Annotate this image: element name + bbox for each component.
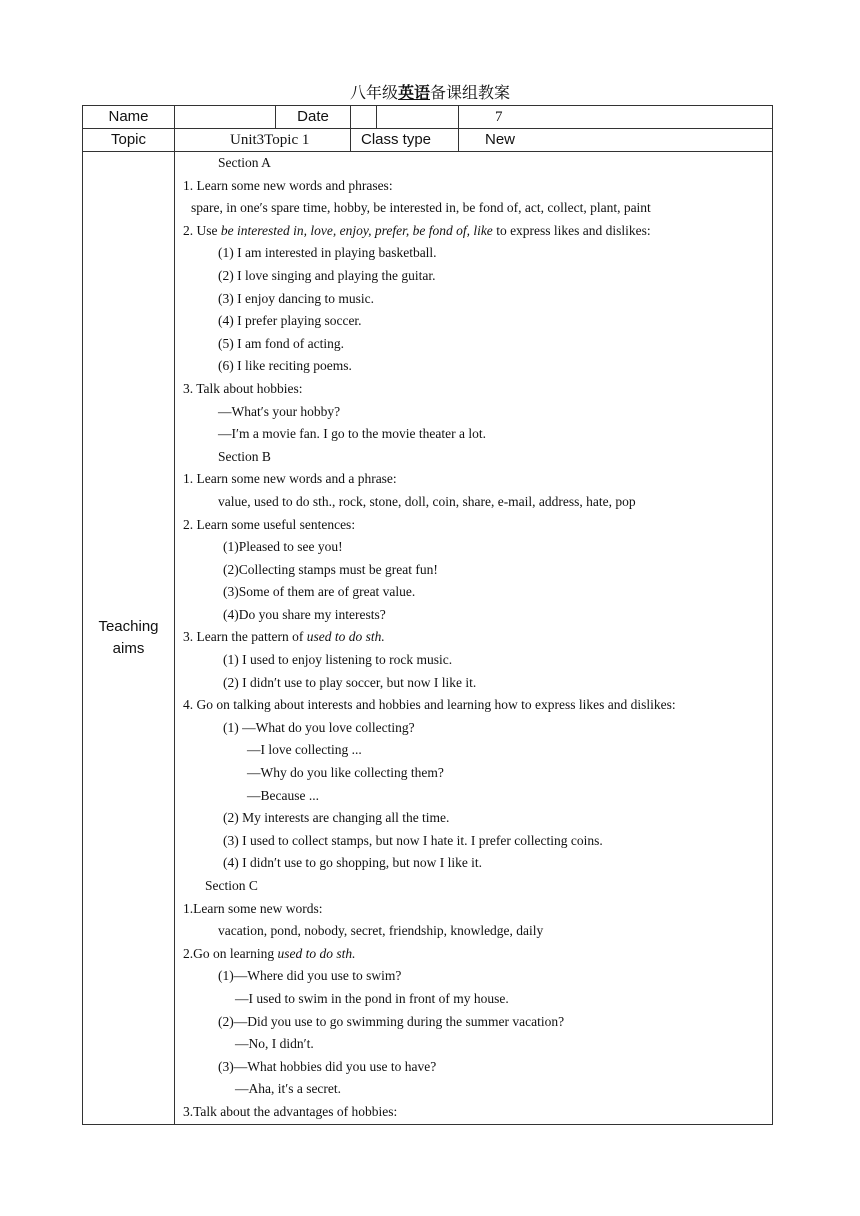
section-c-line: 3.Talk about the advantages of hobbies: (183, 1103, 398, 1119)
section-b-line: —I love collecting ... (247, 742, 362, 758)
section-a-line: (2) I love singing and playing the guitar. (218, 267, 436, 283)
section-b-line: (3)Some of them are of great value. (223, 584, 416, 600)
lesson-plan-table (82, 105, 773, 1125)
section-c-line: —No, I didn′t. (235, 1036, 314, 1052)
section-c-line: 1.Learn some new words: (183, 900, 323, 916)
section-b-line: (2)Collecting stamps must be great fun! (223, 561, 438, 577)
title-post: 备课组教案 (430, 85, 511, 102)
section-c-line (175, 943, 772, 966)
blank-cell (377, 106, 459, 129)
section-b-line: (1)Pleased to see you! (223, 539, 343, 555)
section-b-line: value, used to do sth., rock, stone, doll, coin, share, e-mail, address, hate, pop (218, 493, 636, 509)
title-pre: 八年级 (349, 85, 398, 102)
teaching-aims-content (175, 152, 773, 1125)
section-b-line: (2) I didn′t use to play soccer, but now I like it. (223, 674, 477, 690)
italic-text: used to do sth. (306, 629, 385, 645)
section-c-heading: Section C (205, 878, 258, 893)
section-a-line (175, 220, 772, 243)
section-a-line: (5) I am fond of acting. (218, 335, 344, 351)
page-title (0, 84, 860, 104)
section-a-line: (4) I prefer playing soccer. (218, 313, 362, 329)
section-c-line: —Aha, it′s a secret. (235, 1081, 342, 1097)
number-cell: 7 (459, 106, 773, 129)
section-c-line: vacation, pond, nobody, secret, friendship, knowledge, daily (218, 923, 544, 939)
section-b-line: 1. Learn some new words and a phrase: (183, 471, 397, 487)
text: 3. Learn the pattern of (183, 629, 307, 645)
section-b-line: (4)Do you share my interests? (223, 606, 386, 622)
text: 2.Go on learning (183, 945, 278, 961)
name-value (175, 106, 276, 129)
section-c-line: (2)—Did you use to go swimming during the summer vacation? (218, 1013, 565, 1029)
section-c-line: (1)—Where did you use to swim? (218, 968, 402, 984)
topic-value: Unit3Topic 1 (175, 129, 351, 152)
header-row-2 (83, 129, 773, 152)
section-a-line: —I′m a movie fan. I go to the movie theater a lot. (218, 426, 486, 442)
section-a-line: spare, in one′s spare time, hobby, be interested in, be fond of, act, collect, plant, paint (191, 200, 651, 216)
text: 2. Use (183, 222, 221, 238)
aims-label-line1: Teaching (98, 617, 159, 635)
section-a-line: 1. Learn some new words and phrases: (183, 177, 393, 193)
section-c-line: (3)—What hobbies did you use to have? (218, 1058, 437, 1074)
section-a-line: (6) I like reciting poems. (218, 358, 352, 374)
section-a-heading: Section A (218, 155, 271, 170)
topic-label: Topic (83, 129, 175, 152)
italic-text: used to do sth. (277, 945, 356, 961)
section-a-line: —What′s your hobby? (218, 403, 341, 419)
aims-label-line2: aims (112, 639, 145, 657)
section-b-line: (2) My interests are changing all the time. (223, 810, 450, 826)
section-b-line: 4. Go on talking about interests and hobbies and learning how to express likes and dislikes: (183, 697, 676, 713)
section-b-line: (3) I used to collect stamps, but now I hate it. I prefer collecting coins. (223, 832, 603, 848)
italic-text: be interested in, love, enjoy, prefer, be fond of, like (220, 222, 493, 238)
section-b-line: (1) I used to enjoy listening to rock music. (223, 652, 453, 668)
date-label: Date (276, 106, 351, 129)
title-underlined: 英语 (397, 85, 430, 102)
class-type-label: Class type (351, 129, 459, 152)
teaching-aims-row (83, 152, 773, 1125)
section-a-line: 3. Talk about hobbies: (183, 380, 303, 396)
section-c-line: —I used to swim in the pond in front of my house. (235, 990, 509, 1006)
teaching-aims-label (83, 152, 175, 1125)
name-label: Name (83, 106, 175, 129)
section-a-line: (1) I am interested in playing basketball. (218, 245, 437, 261)
section-b-line: 2. Learn some useful sentences: (183, 516, 356, 532)
section-b-line: (4) I didn′t use to go shopping, but now I like it. (223, 855, 483, 871)
text: to express likes and dislikes: (492, 222, 651, 238)
section-b-line: —Because ... (247, 787, 319, 803)
date-value (351, 106, 377, 129)
header-row-1 (83, 106, 773, 129)
class-type-value: New (459, 129, 773, 152)
section-b-line: —Why do you like collecting them? (247, 765, 444, 781)
section-b-line (175, 626, 772, 649)
section-a-line: (3) I enjoy dancing to music. (218, 290, 374, 306)
section-b-heading: Section B (218, 448, 271, 464)
section-b-line: (1) —What do you love collecting? (223, 719, 415, 735)
